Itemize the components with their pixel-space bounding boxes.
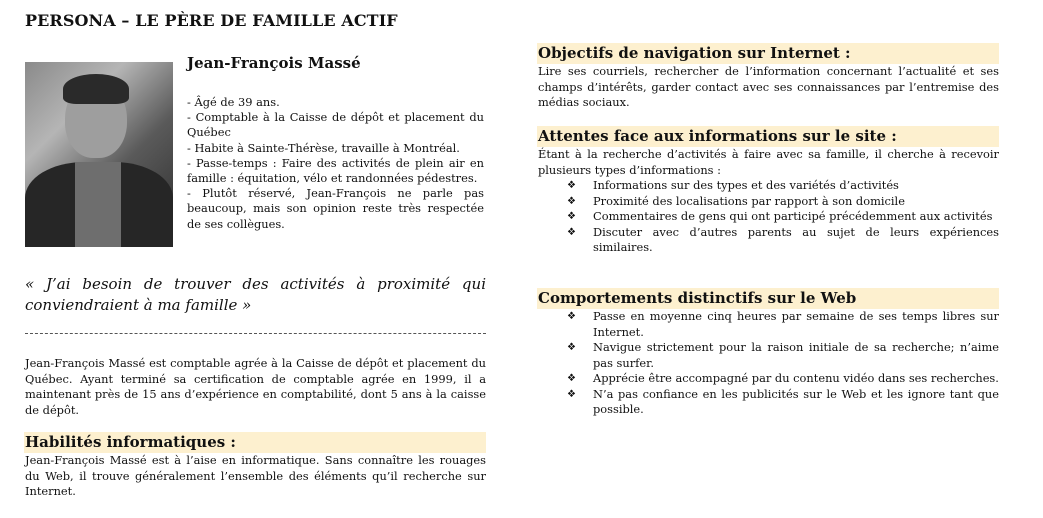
expectations-list xyxy=(538,178,999,256)
list-item: ❖ Commentaires de gens qui ont participé précédemment aux activités xyxy=(567,209,993,223)
persona-bio: Jean-François Massé est comptable agrée à la Caisse de dépôt et placement du Québec. Ayant terminé sa certification de comptable agrée en 1999, il a maintenant près de 15 ans d’expérience en comptabilité, dont 5 ans à la caisse de dépôt. xyxy=(25,356,486,417)
fact-job: - Comptable à la Caisse de dépôt et placement du Québec xyxy=(187,110,484,140)
photo-hair-shape xyxy=(63,74,129,104)
photo-shirt-shape xyxy=(75,162,121,247)
section-heading: Attentes face aux informations sur le site : xyxy=(537,126,999,147)
section-body: Jean-François Massé est à l’aise en informatique. Sans connaître les rouages du Web, il trouve généralement l’ensemble des éléments qu’il recherche sur Internet. xyxy=(25,453,486,498)
persona-name: Jean-François Massé xyxy=(187,54,361,72)
section-intro: Étant à la recherche d’activités à faire avec sa famille, il cherche à recevoir plusieurs types d’informations : xyxy=(538,147,999,177)
section-skills xyxy=(24,432,486,500)
list-item: ❖ N’a pas confiance en les publicités sur le Web et les ignore tant que possible. xyxy=(567,386,999,416)
fact-personality: - Plutôt réservé, Jean-François ne parle pas beaucoup, mais son opinion reste très respectée de ses collègues. xyxy=(187,186,484,231)
behaviors-list xyxy=(538,309,999,418)
list-item: ❖ Passe en moyenne cinq heures par semaine de ses temps libres sur Internet. xyxy=(567,309,999,339)
section-behaviors xyxy=(537,288,999,418)
diamond-bullet-icon: ❖ xyxy=(567,373,576,384)
list-item: ❖ Informations sur des types et des variétés d’activités xyxy=(567,178,899,192)
section-body: Lire ses courriels, rechercher de l’information concernant l’actualité et ses champs d’intérêts, garder contact avec ses connaissances par l’entremise des médias sociaux. xyxy=(538,64,999,109)
section-body xyxy=(537,309,999,418)
list-item: ❖ Navigue strictement pour la raison initiale de sa recherche; n’aime pas surfer. xyxy=(567,340,999,370)
diamond-bullet-icon: ❖ xyxy=(567,342,576,353)
page-title: PERSONA – LE PÈRE DE FAMILLE ACTIF xyxy=(25,11,398,30)
diamond-bullet-icon: ❖ xyxy=(567,195,576,207)
diamond-bullet-icon: ❖ xyxy=(567,311,576,322)
section-heading: Habilités informatiques : xyxy=(24,432,486,453)
list-item: ❖ Discuter avec d’autres parents au sujet de leurs expériences similaires. xyxy=(567,224,999,254)
persona-quote: « J’ai besoin de trouver des activités à proximité qui conviendraient à ma famille » xyxy=(25,275,486,314)
section-heading: Comportements distinctifs sur le Web xyxy=(537,288,999,309)
section-expectations xyxy=(537,126,999,256)
section-heading: Objectifs de navigation sur Internet : xyxy=(537,43,999,64)
diamond-bullet-icon: ❖ xyxy=(567,180,576,191)
dashed-divider xyxy=(25,333,486,334)
persona-facts xyxy=(187,95,484,232)
fact-hobbies: - Passe-temps : Faire des activités de plein air en famille : équitation, vélo et randonnées pédestres. xyxy=(187,155,484,186)
diamond-bullet-icon: ❖ xyxy=(567,388,576,400)
section-goals xyxy=(537,43,999,111)
persona-photo xyxy=(25,62,173,247)
list-item: ❖ Apprécie être accompagné par du contenu vidéo dans ses recherches. xyxy=(567,371,999,385)
diamond-bullet-icon: ❖ xyxy=(567,226,576,238)
list-item: ❖ Proximité des localisations par rapport à son domicile xyxy=(567,193,905,208)
section-body xyxy=(537,147,999,256)
fact-age: - Âgé de 39 ans. xyxy=(187,95,280,109)
diamond-bullet-icon: ❖ xyxy=(567,211,576,222)
fact-location: - Habite à Sainte-Thérèse, travaille à Montréal. xyxy=(187,140,460,155)
